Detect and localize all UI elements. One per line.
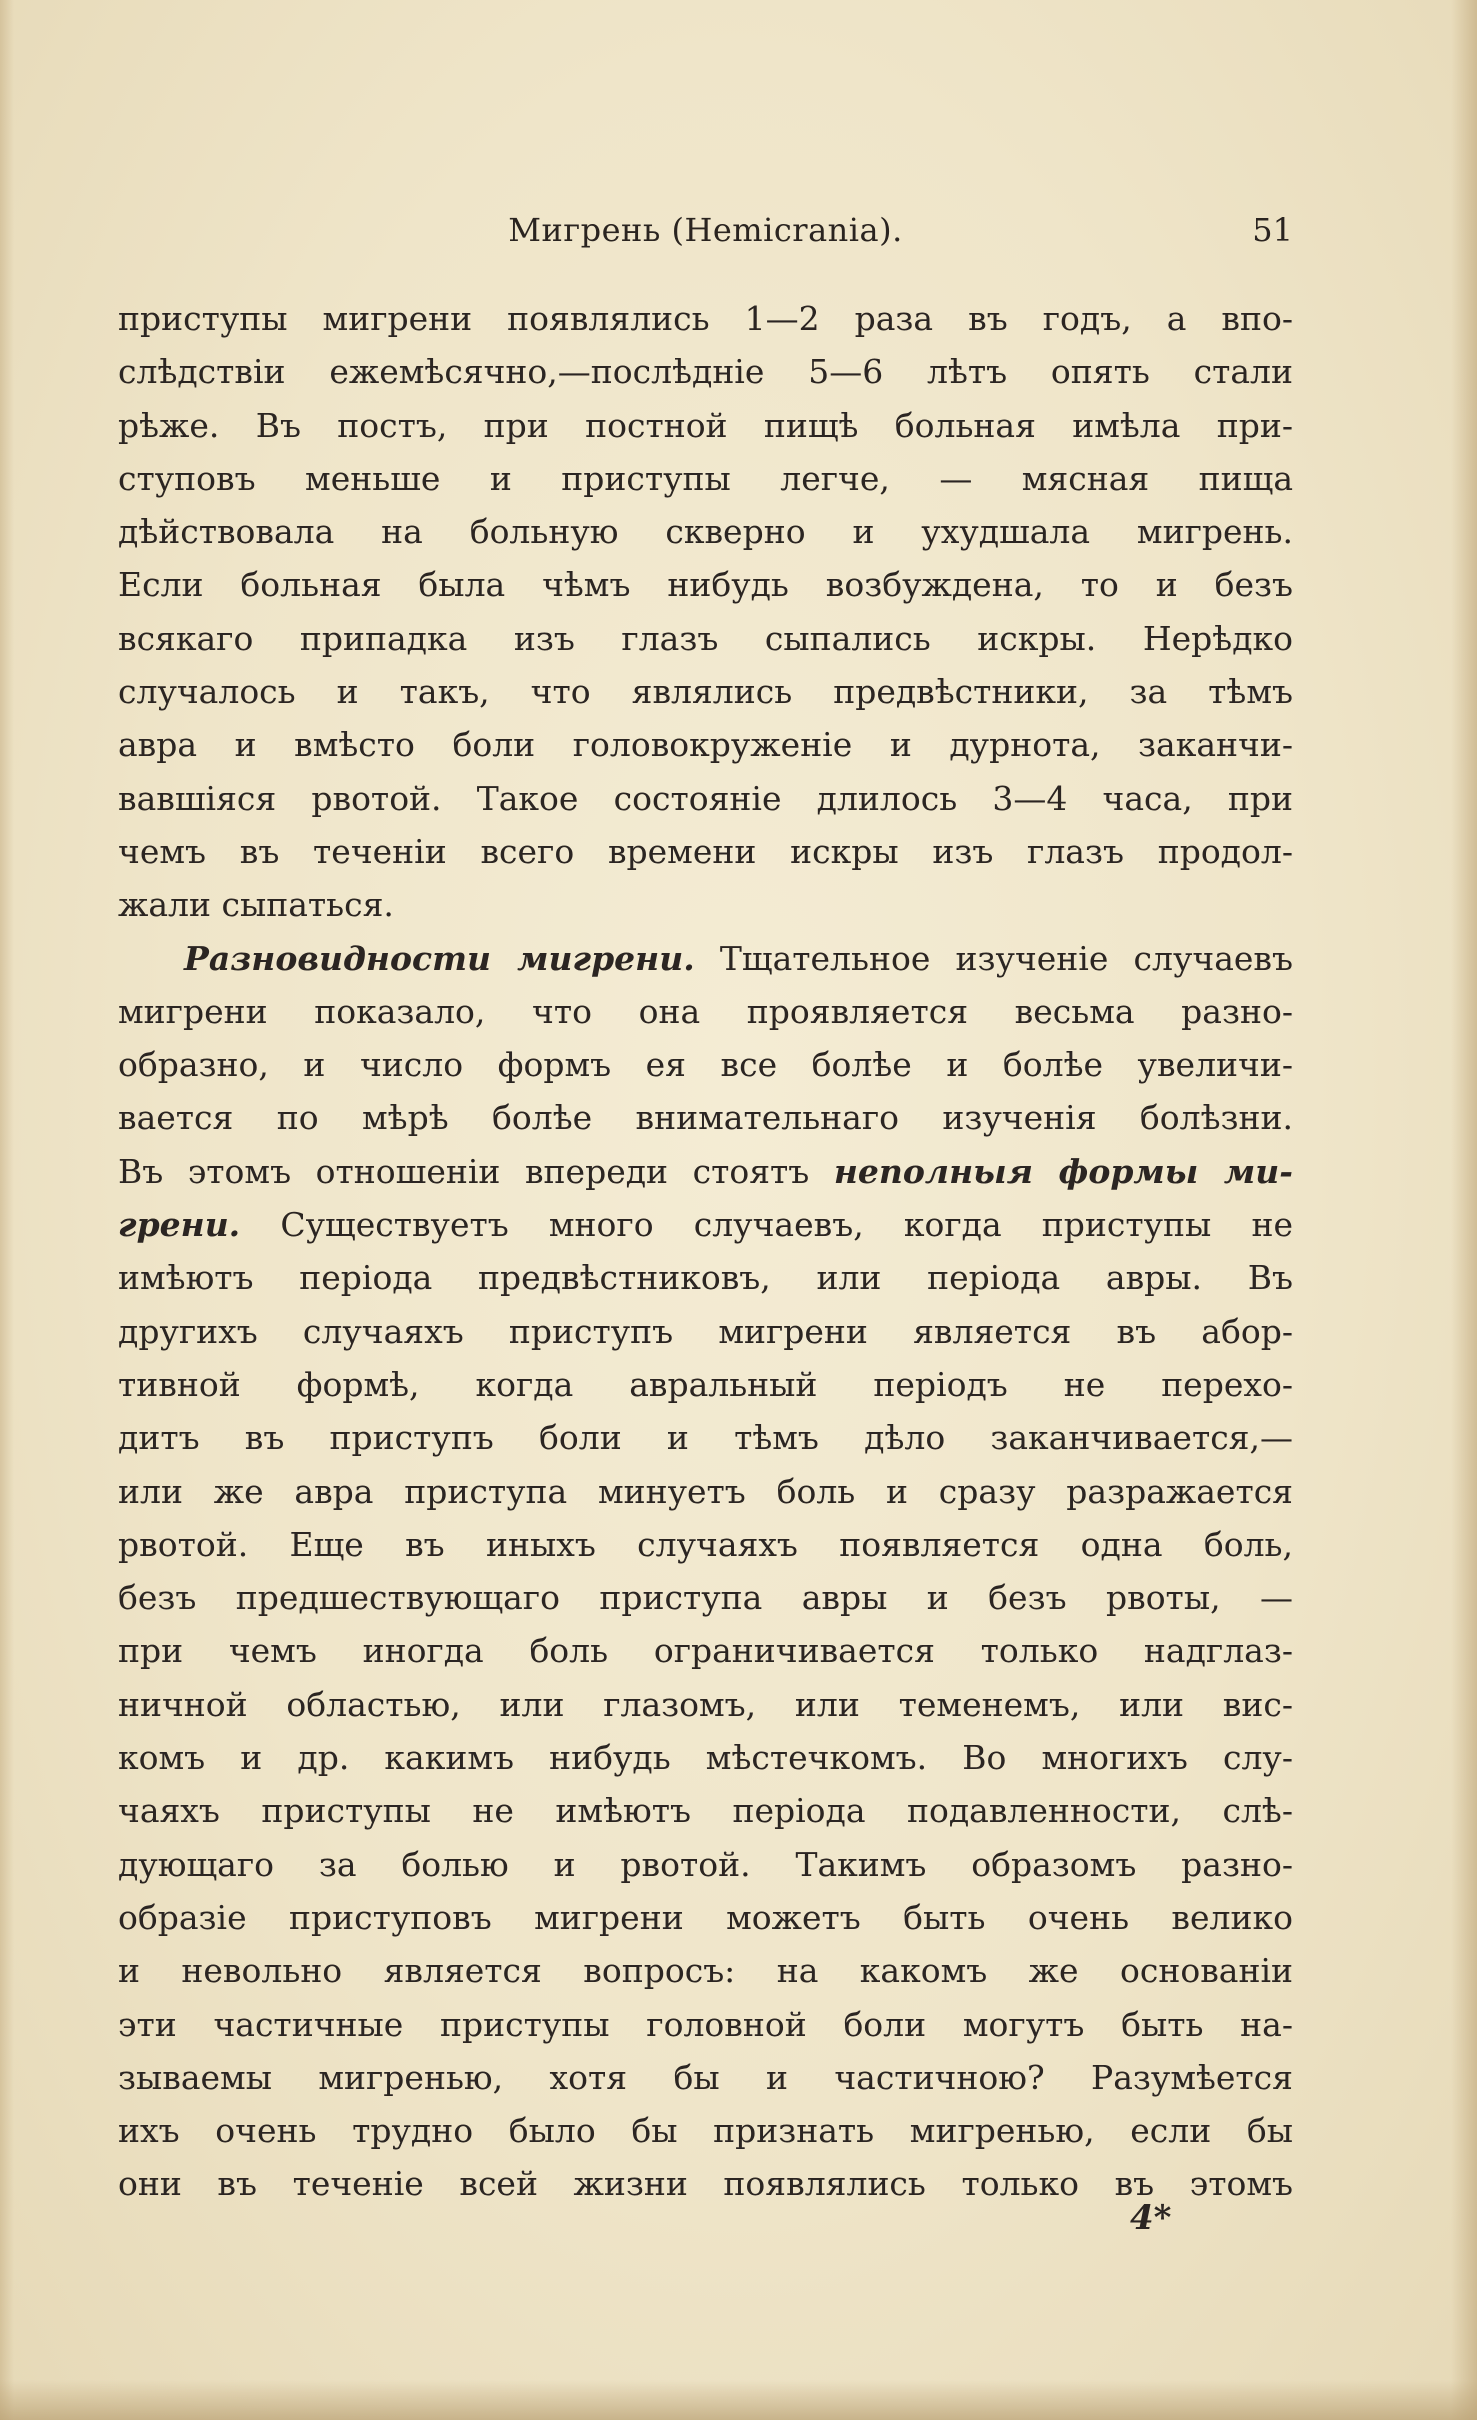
paragraph-1 [118, 292, 1293, 932]
text-line: они въ теченіе всей жизни появлялись только въ этомъ [118, 2164, 1293, 2204]
emphasis-text: грени. [118, 1205, 241, 1245]
text-line: и невольно является вопросъ: на какомъ же основаніи [118, 1951, 1293, 1991]
text-line: чаяхъ приступы не имѣютъ періода подавленности, слѣ- [118, 1791, 1293, 1831]
text-line [118, 932, 1293, 985]
text-line: вается по мѣрѣ болѣе внимательнаго изученія болѣзни. [118, 1098, 1293, 1138]
running-head: Мигрень (Hemicrania). [508, 211, 903, 249]
text-line: эти частичные приступы головной боли могутъ быть на- [118, 2004, 1293, 2044]
text-line: безъ предшествующаго приступа авры и безъ рвоты, — [118, 1578, 1293, 1618]
text-line: рвотой. Еще въ иныхъ случаяхъ появляется одна боль, [118, 1524, 1293, 1564]
text-span: Въ этомъ отношеніи впереди стоятъ [118, 1151, 810, 1191]
text-line: ихъ очень трудно было бы признать мигренью, если бы [118, 2111, 1293, 2151]
text-line: чемъ въ теченіи всего времени искры изъ глазъ продол- [118, 831, 1293, 871]
text-line [118, 1198, 1293, 1251]
text-line: жали сыпаться. [118, 885, 394, 925]
text-line: Если больная была чѣмъ нибудь возбуждена, то и безъ [118, 565, 1293, 605]
text-line: ничной областью, или глазомъ, или теменемъ, или вис- [118, 1684, 1293, 1724]
emphasis-text: неполныя формы ми- [833, 1151, 1293, 1191]
text-line [118, 1145, 1293, 1198]
text-line: тивной формѣ, когда авральный періодъ не перехо- [118, 1364, 1293, 1404]
text-line: имѣютъ періода предвѣстниковъ, или періода авры. Въ [118, 1258, 1293, 1298]
page-edge-bottom [0, 2380, 1477, 2420]
text-line: вавшіяся рвотой. Такое состояніе длилось 3—4 часа, при [118, 778, 1293, 818]
text-line: другихъ случаяхъ приступъ мигрени является въ абор- [118, 1311, 1293, 1351]
text-line: дующаго за болью и рвотой. Такимъ образомъ разно- [118, 1844, 1293, 1884]
signature-mark: 4* [1130, 2198, 1172, 2238]
text-line: комъ и др. какимъ нибудь мѣстечкомъ. Во многихъ слу- [118, 1738, 1293, 1778]
text-line: зываемы мигренью, хотя бы и частичною? Разумѣется [118, 2057, 1293, 2097]
text-line: дѣйствовала на больную скверно и ухудшала мигрень. [118, 512, 1293, 552]
text-line: или же авра приступа минуетъ боль и сразу разражается [118, 1471, 1293, 1511]
text-line: образіе приступовъ мигрени можетъ быть очень велико [118, 1897, 1293, 1937]
text-line: авра и вмѣсто боли головокруженіе и дурнота, заканчи- [118, 725, 1293, 765]
body-text [118, 292, 1293, 2211]
text-span: Существуетъ много случаевъ, когда приступы не [280, 1205, 1293, 1245]
paragraph-2 [118, 932, 1293, 2211]
page-number: 51 [1252, 211, 1293, 249]
text-line: при чемъ иногда боль ограничивается только надглаз- [118, 1631, 1293, 1671]
text-line: случалось и такъ, что являлись предвѣстники, за тѣмъ [118, 672, 1293, 712]
text-line: ступовъ меньше и приступы легче, — мясная пища [118, 458, 1293, 498]
text-line: рѣже. Въ постъ, при постной пищѣ больная имѣла при- [118, 405, 1293, 445]
page-edge-right [1451, 0, 1477, 2420]
text-line: приступы мигрени появлялись 1—2 раза въ годъ, а впо- [118, 299, 1293, 338]
page-edge-left [0, 0, 14, 2420]
text-span: Тщательное изученіе случаевъ [719, 938, 1293, 978]
text-line: образно, и число формъ ея все болѣе и болѣе увеличи- [118, 1045, 1293, 1085]
text-line: слѣдствіи ежемѣсячно,—послѣдніе 5—6 лѣтъ опять стали [118, 352, 1293, 392]
text-line: дитъ въ приступъ боли и тѣмъ дѣло заканчивается,— [118, 1418, 1293, 1458]
section-heading: Разновидности мигрени. [184, 938, 695, 978]
text-line: мигрени показало, что она проявляется весьма разно- [118, 991, 1293, 1031]
page-header [118, 205, 1293, 255]
text-line: всякаго припадка изъ глазъ сыпались искры. Нерѣдко [118, 618, 1293, 658]
